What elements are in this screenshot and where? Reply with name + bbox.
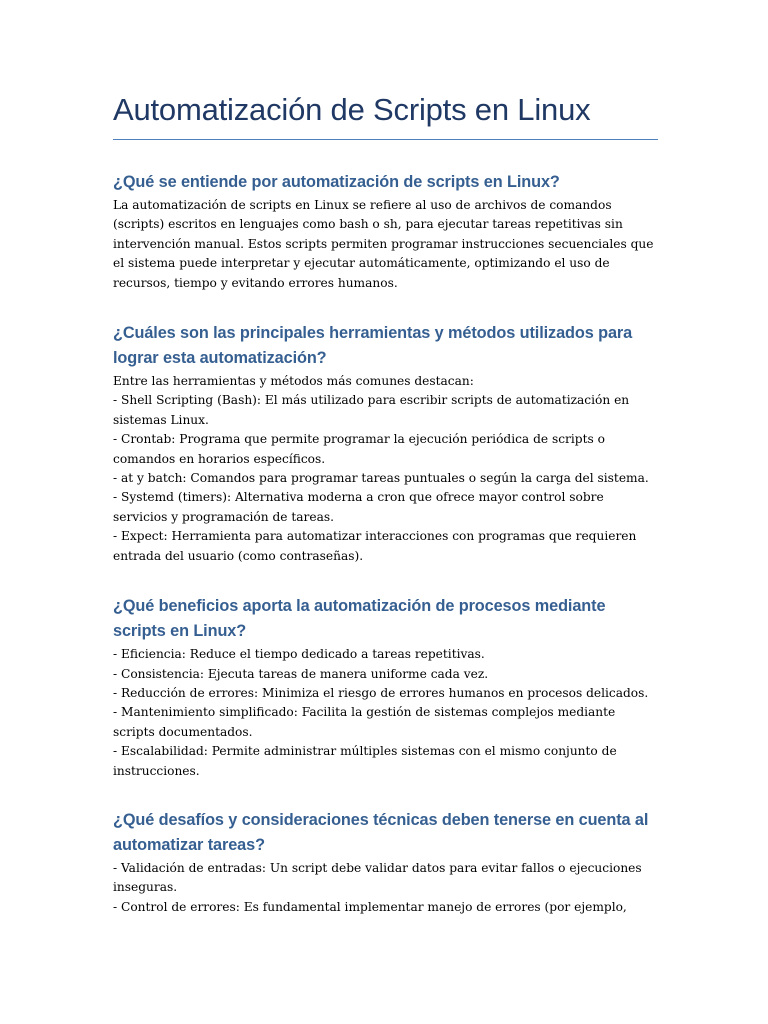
list-item: - Expect: Herramienta para automatizar interacciones con programas que requieren entrada del usuario (como contraseñas). <box>113 529 637 563</box>
document-title: Automatización de Scripts en Linux <box>113 90 658 140</box>
list-item: - at y batch: Comandos para programar tareas puntuales o según la carga del sistema. <box>113 471 649 486</box>
list-item: - Shell Scripting (Bash): El más utilizado para escribir scripts de automatización en sistemas Linux. <box>113 393 630 427</box>
list-item: - Validación de entradas: Un script debe validar datos para evitar fallos o ejecuciones inseguras. <box>113 860 642 895</box>
section-heading: ¿Qué se entiende por automatización de scripts en Linux? <box>113 173 560 191</box>
list-item: - Systemd (timers): Alternativa moderna a cron que ofrece mayor control sobre servicios y programación de tareas. <box>113 490 604 524</box>
document-page <box>113 90 658 917</box>
list-item: - Escalabilidad: Permite administrar múltiples sistemas con el mismo conjunto de instrucciones. <box>113 744 617 778</box>
section-tools <box>113 321 658 566</box>
section-intro: Entre las herramientas y métodos más comunes destacan: <box>113 374 474 389</box>
section-benefits <box>113 594 658 781</box>
list-item: - Mantenimiento simplificado: Facilita la gestión de sistemas complejos mediante scripts documentados. <box>113 705 616 739</box>
list-item: - Crontab: Programa que permite programar la ejecución periódica de scripts o comandos en horarios específicos. <box>113 432 605 466</box>
list-item: - Eficiencia: Reduce el tiempo dedicado a tareas repetitivas. <box>113 647 485 662</box>
section-heading: ¿Qué beneficios aporta la automatización de procesos mediante scripts en Linux? <box>113 597 606 641</box>
section-challenges <box>113 808 658 917</box>
section-heading: ¿Qué desafíos y consideraciones técnicas deben tenerse en cuenta al automatizar tareas? <box>113 810 649 854</box>
section-definition <box>113 170 658 293</box>
list-item: - Consistencia: Ejecuta tareas de manera uniforme cada vez. <box>113 666 489 681</box>
section-heading: ¿Cuáles son las principales herramientas y métodos utilizados para lograr esta automatización? <box>113 324 633 368</box>
section-paragraph: La automatización de scripts en Linux se refiere al uso de archivos de comandos (scripts) escritos en lenguajes como bash o sh, para ejecutar tareas repetitivas sin intervención manual. Estos scripts permiten programar instrucciones secuenciales que el sistema puede interpretar y ejecutar automáticamente, optimizando el uso de recursos, tiempo y evitando errores humanos. <box>113 198 654 290</box>
list-item: - Reducción de errores: Minimiza el riesgo de errores humanos en procesos delicados. <box>113 685 649 700</box>
list-item: - Control de errores: Es fundamental implementar manejo de errores (por ejemplo, <box>113 899 627 914</box>
